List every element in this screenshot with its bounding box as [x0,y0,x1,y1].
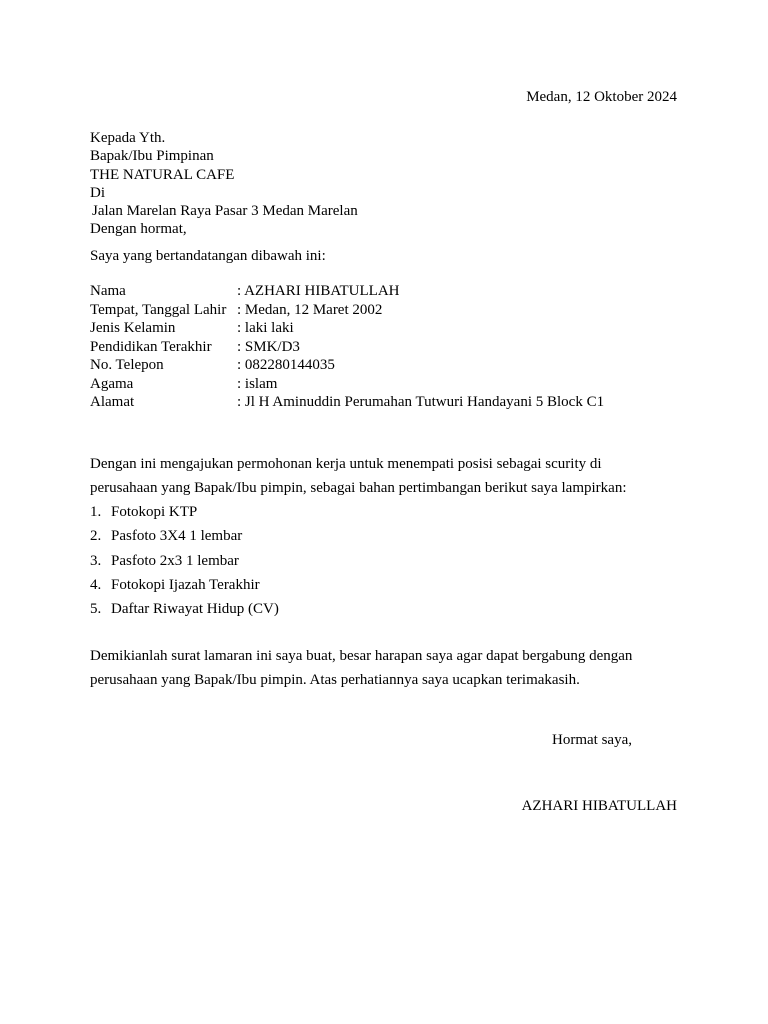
recipient-title: Bapak/Ibu Pimpinan [90,148,214,165]
list-number: 3. [90,552,102,569]
list-text: Pasfoto 2x3 1 lembar [111,552,239,569]
list-item [90,503,279,527]
list-text: Fotokopi Ijazah Terakhir [111,576,260,593]
regards-text: Hormat saya, [552,732,632,748]
list-text: Fotokopi KTP [111,504,198,520]
detail-row-birth [90,301,604,320]
paragraph-line: perusahaan yang Bapak/Ibu pimpin, sebagai bahan pertimbangan berikut saya lampirkan: [90,480,627,496]
detail-row-name [90,282,604,301]
detail-label: Agama [90,375,134,392]
intro-text: Saya yang bertandatangan dibawah ini: [90,248,326,264]
closing-paragraph [90,647,632,695]
recipient-di: Di [90,184,105,201]
paragraph-line: Dengan ini mengajukan permohonan kerja untuk menempati posisi sebagai scurity di [90,456,602,472]
list-text: Daftar Riwayat Hidup (CV) [111,601,279,618]
detail-value: : laki laki [237,320,294,336]
list-number: 2. [90,528,102,545]
recipient-address: Jalan Marelan Raya Pasar 3 Medan Marelan [92,203,358,220]
paragraph-line: perusahaan yang Bapak/Ibu pimpin. Atas perhatiannya saya ucapkan terimakasih. [90,672,580,688]
detail-label: Pendidikan Terakhir [90,338,212,355]
detail-row-education [90,338,604,357]
recipient-company: THE NATURAL CAFE [90,166,235,183]
list-item [90,600,279,624]
letter-date: Medan, 12 Oktober 2024 [526,89,677,105]
detail-label: No. Telepon [90,357,164,373]
list-item [90,552,279,576]
detail-label: Tempat, Tanggal Lahir [90,301,227,318]
list-item [90,527,279,551]
detail-value: : Jl H Aminuddin Perumahan Tutwuri Handayani 5 Block C1 [237,394,605,410]
application-paragraph [90,455,627,503]
list-number: 4. [90,576,102,593]
detail-row-gender [90,319,604,338]
list-item [90,576,279,600]
detail-label: Jenis Kelamin [90,320,176,336]
detail-value: : Medan, 12 Maret 2002 [237,301,383,318]
list-number: 5. [90,601,102,618]
list-text: Pasfoto 3X4 1 lembar [111,528,243,545]
detail-row-address [90,393,604,412]
detail-label: Alamat [90,394,135,410]
recipient-block [90,129,358,239]
greeting: Dengan hormat, [90,221,187,238]
signer-name: AZHARI HIBATULLAH [521,798,677,814]
detail-value: : 082280144035 [237,357,335,373]
paragraph-line: Demikianlah surat lamaran ini saya buat, besar harapan saya agar dapat bergabung dengan [90,648,633,664]
detail-value: : SMK/D3 [237,338,300,355]
attachment-list [90,503,279,624]
detail-value: : islam [237,375,278,392]
recipient-to: Kepada Yth. [90,130,166,146]
detail-value: : AZHARI HIBATULLAH [237,283,400,299]
applicant-details [90,282,604,412]
detail-label: Nama [90,283,126,299]
detail-row-phone [90,356,604,375]
list-number: 1. [90,504,102,520]
detail-row-religion [90,375,604,394]
